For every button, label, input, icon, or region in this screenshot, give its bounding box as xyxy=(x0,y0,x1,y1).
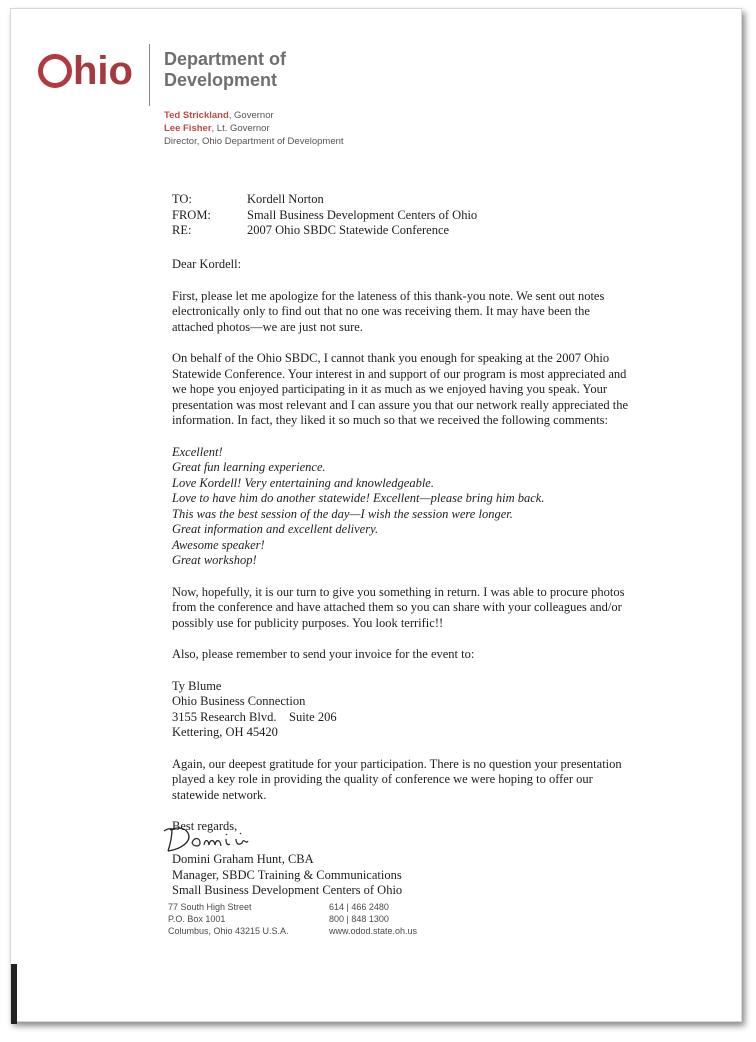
text-line: electronically only to find out that no one was receiving them. It may have been the xyxy=(172,304,590,318)
text-line: possibly use for publicity purposes. You look terrific!! xyxy=(172,615,444,630)
ohio-logo xyxy=(38,51,133,91)
salutation: Dear Kordell: xyxy=(172,257,242,271)
logo-text-rest: hio xyxy=(73,49,133,93)
department-line-2: Development xyxy=(164,70,278,90)
memo-to-label: TO: xyxy=(172,192,192,206)
signer-name: Domini Graham Hunt, CBA xyxy=(172,852,314,866)
text-line: Again, our deepest gratitude for your participation. There is no question your presentation xyxy=(172,756,622,771)
governor-name: Ted Strickland xyxy=(164,110,229,121)
text-line: played a key role in providing the quality of conference we were hoping to offer our xyxy=(172,772,593,786)
department-name xyxy=(164,49,286,91)
memo-to-row xyxy=(172,192,477,208)
comment-item: Great fun learning experience. xyxy=(172,460,326,474)
footer-contact xyxy=(329,901,417,937)
governor-title: , Governor xyxy=(228,110,274,121)
signer-org: Small Business Development Centers of Ohio xyxy=(172,883,403,897)
director-line: Director, Ohio Department of Development xyxy=(164,136,344,147)
signer-title: Manager, SBDC Training & Communications xyxy=(172,867,402,882)
memo-from-label: FROM: xyxy=(172,207,211,222)
address-line: Kettering, OH 45420 xyxy=(172,725,278,739)
memo-re-value: 2007 Ohio SBDC Statewide Conference xyxy=(247,223,450,237)
memo-to-value: Kordell Norton xyxy=(247,192,324,206)
closing: Best regards, xyxy=(172,819,238,833)
footer-web: www.odod.state.oh.us xyxy=(329,926,418,936)
paragraph-thanks xyxy=(172,351,642,429)
memo-from-value: Small Business Development Centers of Ohio xyxy=(247,207,478,222)
comment-item: Great workshop! xyxy=(172,553,257,567)
address-line: 3155 Research Blvd. Suite 206 xyxy=(172,709,337,724)
address-line: Ohio Business Connection xyxy=(172,694,306,708)
text-line: we hope you enjoyed participating in it as much as we enjoyed having you speak. Your xyxy=(172,382,607,396)
text-line: presentation was most relevant and I can assure you that our network really appreciated the xyxy=(172,397,629,412)
invoice-address xyxy=(172,679,642,741)
text-line: statewide network. xyxy=(172,787,267,802)
address-line: Ty Blume xyxy=(172,678,222,693)
comment-item: Great information and excellent delivery. xyxy=(172,522,379,536)
letter-body xyxy=(172,257,642,835)
department-line-1: Department of xyxy=(164,49,287,69)
footer-fax: 800 | 848 1300 xyxy=(329,914,389,924)
footer-phone: 614 | 466 2480 xyxy=(329,902,389,912)
comment-item: Love Kordell! Very entertaining and knowledgeable. xyxy=(172,475,434,490)
footer-address-line: 77 South High Street xyxy=(168,902,252,912)
paragraph-invoice: Also, please remember to send your invoice for the event to: xyxy=(172,647,475,661)
paragraph-apology xyxy=(172,289,642,336)
text-line: Now, hopefully, it is our turn to give you something in return. I was able to procure photos xyxy=(172,584,625,599)
footer-address xyxy=(168,901,289,937)
memo-re-label: RE: xyxy=(172,223,192,237)
letterhead-divider xyxy=(149,44,150,106)
logo-o-ring xyxy=(38,54,72,88)
text-line: from the conference and have attached them so you can share with your colleagues and/or xyxy=(172,600,622,614)
footer-address-line: Columbus, Ohio 43215 U.S.A. xyxy=(168,926,289,936)
comment-item: This was the best session of the day—I wish the session were longer. xyxy=(172,506,513,521)
officials-block xyxy=(164,109,344,148)
governor-line xyxy=(164,109,344,122)
memo-header xyxy=(172,192,477,239)
signer-block xyxy=(172,852,402,899)
memo-from-row xyxy=(172,208,477,224)
comment-item: Excellent! xyxy=(172,444,223,459)
text-line: information. In fact, they liked it so much so that we received the following comments: xyxy=(172,413,608,427)
text-line: Statewide Conference. Your interest in and support of our program is most appreciated and xyxy=(172,366,627,381)
paragraph-photos xyxy=(172,585,642,632)
lt-governor-title: , Lt. Governor xyxy=(211,123,270,134)
letter-page xyxy=(10,8,742,1022)
text-line: On behalf of the Ohio SBDC, I cannot thank you enough for speaking at the 2007 Ohio xyxy=(172,351,610,365)
comment-item: Awesome speaker! xyxy=(172,537,265,552)
footer-address-line: P.O. Box 1001 xyxy=(168,914,226,924)
comment-item: Love to have him do another statewide! Excellent—please bring him back. xyxy=(172,491,545,505)
paragraph-gratitude xyxy=(172,757,642,804)
text-line: attached photos—we are just not sure. xyxy=(172,319,363,334)
lt-governor-line xyxy=(164,122,344,135)
comments-list xyxy=(172,445,642,569)
memo-re-row xyxy=(172,223,477,239)
lt-governor-name: Lee Fisher xyxy=(164,123,212,134)
text-line: First, please let me apologize for the lateness of this thank-you note. We sent out notes xyxy=(172,288,605,303)
scan-edge-mark xyxy=(11,964,17,1024)
